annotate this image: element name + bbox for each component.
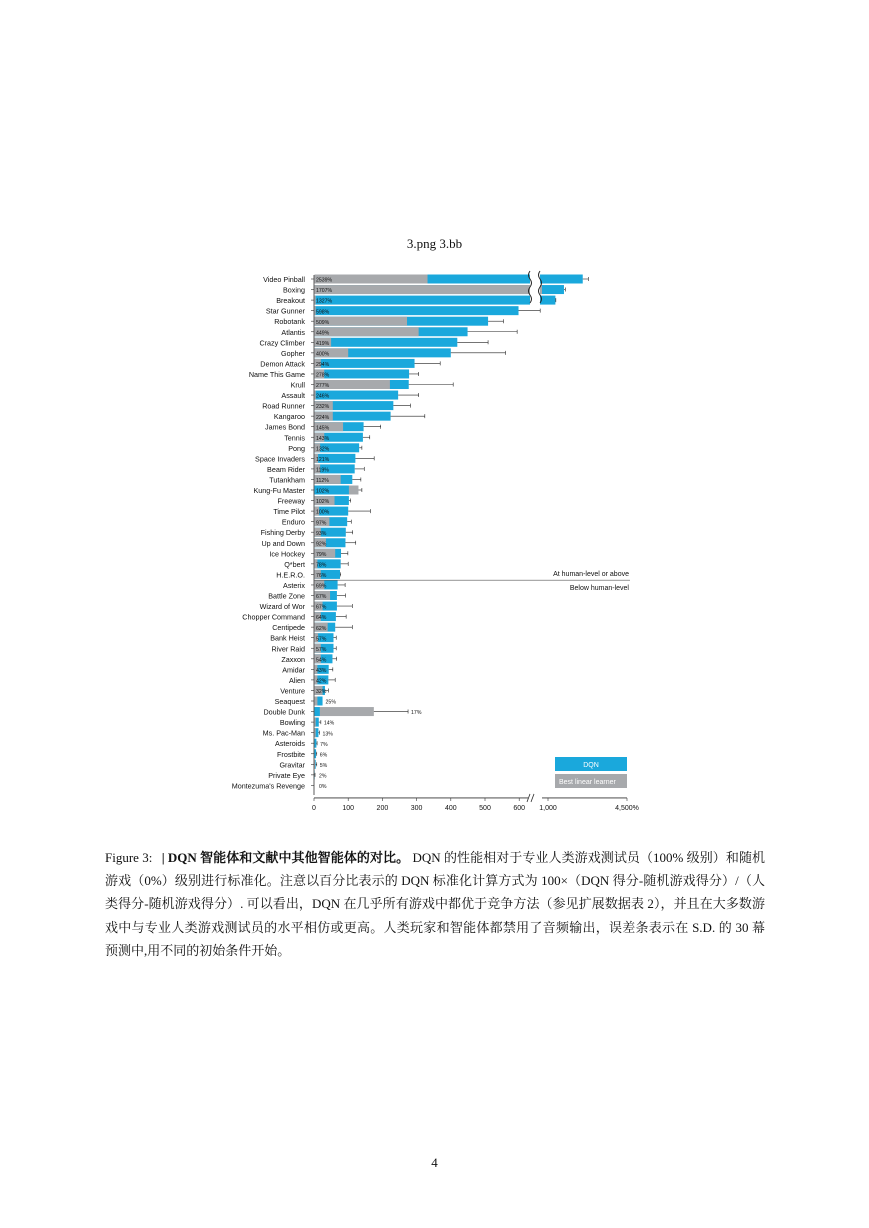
game-label: Breakout — [276, 296, 305, 306]
data-label: 449% — [316, 330, 330, 337]
game-label: Demon Attack — [260, 359, 305, 369]
x-tick-label: 200 — [376, 804, 389, 812]
data-label: 1707% — [316, 288, 333, 295]
data-label: 78% — [316, 562, 327, 569]
data-label: 25% — [325, 699, 336, 706]
game-label: Video Pinball — [263, 275, 305, 284]
data-label: 145% — [316, 425, 330, 432]
data-label: 42% — [316, 678, 327, 685]
dqn-bar — [315, 359, 415, 368]
dqn-bar — [315, 739, 317, 748]
data-label: 2% — [319, 773, 327, 780]
data-label: 419% — [316, 340, 330, 347]
linear-bar — [315, 707, 374, 716]
data-label: 43% — [316, 667, 327, 674]
dqn-bar — [315, 338, 458, 347]
caption-figure-label: Figure 3: — [105, 850, 153, 865]
game-label: Bank Heist — [270, 633, 305, 643]
data-label: 102% — [316, 499, 330, 506]
x-tick-label: 400 — [444, 804, 457, 812]
game-label: Name This Game — [248, 369, 305, 379]
divider-label-below: Below human-level — [569, 585, 629, 593]
data-label: 7% — [320, 741, 328, 748]
divider-label-above: At human-level or above — [553, 571, 629, 579]
data-label: 5% — [319, 762, 328, 769]
game-label: Q*bert — [284, 559, 305, 569]
data-label: 598% — [316, 309, 330, 316]
data-label: 17% — [411, 710, 422, 717]
game-label: Star Gunner — [265, 306, 305, 316]
game-label: Tennis — [284, 433, 305, 443]
game-label: Private Eye — [268, 770, 305, 780]
game-label: Wizard of Wor — [259, 602, 305, 612]
game-label: Bowling — [279, 718, 305, 728]
game-label: Time Pilot — [273, 507, 305, 517]
game-label: Beam Rider — [267, 464, 305, 474]
linear-bar — [315, 285, 543, 294]
game-label: Gravitar — [279, 760, 305, 770]
data-label: 62% — [316, 625, 327, 632]
game-label: Zaxxon — [281, 654, 305, 664]
data-label: 93% — [316, 530, 327, 537]
linear-bar — [315, 728, 316, 737]
dqn-bar — [315, 296, 556, 305]
x-tick-label: 500 — [479, 804, 491, 812]
game-label: Up and Down — [261, 538, 305, 548]
data-label: 224% — [316, 414, 330, 421]
game-label: Frostbite — [277, 749, 305, 759]
data-label: 64% — [316, 615, 327, 622]
data-label: 57% — [316, 636, 327, 643]
game-label: Pong — [288, 443, 305, 453]
data-label: 57% — [316, 646, 327, 653]
data-label: 69% — [316, 583, 327, 590]
figure-caption — [105, 846, 765, 962]
game-label: Gopher — [281, 348, 305, 358]
game-label: Road Runner — [262, 401, 305, 411]
linear-bar — [315, 760, 316, 769]
data-label: 92% — [316, 541, 327, 548]
x-tick-label: 600 — [513, 804, 526, 812]
data-label: 119% — [316, 467, 329, 474]
game-label: Alien — [289, 675, 305, 685]
legend-label-linear: Best linear learner — [559, 778, 616, 786]
game-label: Crazy Climber — [259, 338, 305, 348]
game-label: Ice Hockey — [269, 549, 305, 559]
data-label: 76% — [316, 573, 327, 579]
game-label: Atlantis — [281, 327, 305, 337]
game-label: Venture — [280, 686, 305, 696]
game-label: Fishing Derby — [260, 528, 305, 538]
figure-file-label: 3.png 3.bb — [406, 236, 463, 251]
data-label: 232% — [316, 404, 330, 411]
game-label: Centipede — [272, 623, 305, 633]
data-label: 97% — [316, 520, 327, 527]
game-label: Montezuma's Revenge — [231, 781, 305, 791]
game-label: River Raid — [271, 644, 305, 654]
data-label: 400% — [316, 351, 330, 358]
game-label: Battle Zone — [268, 591, 305, 601]
game-label: Seaquest — [274, 697, 305, 706]
game-label: Boxing — [283, 285, 305, 295]
data-label: 246% — [316, 393, 330, 400]
game-label: Robotank — [274, 317, 305, 327]
game-label: Asterix — [283, 580, 305, 590]
linear-bar — [315, 718, 316, 727]
game-label: Enduro — [281, 517, 305, 527]
data-label: 112% — [316, 478, 329, 485]
data-label: 67% — [316, 594, 327, 601]
game-label: James Bond — [265, 422, 305, 432]
data-label: 32% — [316, 689, 327, 696]
dqn-bar — [315, 749, 317, 758]
game-label: Freeway — [277, 496, 305, 506]
caption-title: | DQN 智能体和文献中其他智能体的对比。 — [161, 850, 410, 865]
game-label: Kung-Fu Master — [253, 486, 305, 495]
game-label: H.E.R.O. — [276, 570, 305, 580]
data-label: 79% — [316, 551, 327, 558]
linear-bar — [315, 697, 318, 706]
game-label: Assault — [281, 391, 305, 401]
data-label: 13% — [322, 731, 333, 738]
x-tick-label: 300 — [410, 804, 423, 812]
data-label: 509% — [316, 319, 330, 326]
data-label: 0% — [319, 784, 327, 790]
page-number: 4 — [431, 1155, 438, 1170]
game-label: Space Invaders — [255, 454, 305, 464]
x-tick-label: 4,500% — [615, 804, 639, 812]
x-tick-label: 100 — [342, 804, 355, 812]
data-label: 6% — [319, 752, 328, 759]
game-label: Asteroids — [275, 739, 305, 749]
x-tick-label: 0 — [312, 804, 316, 812]
linear-bar — [315, 327, 419, 336]
game-label: Chopper Command — [242, 612, 305, 622]
game-label: Krull — [290, 380, 305, 390]
legend-label-dqn: DQN — [583, 761, 599, 769]
data-label: 121% — [316, 456, 330, 463]
data-label: 100% — [316, 509, 330, 516]
game-label: Tutankham — [269, 475, 305, 485]
game-label: Amidar — [282, 665, 305, 675]
data-label: 102% — [316, 488, 330, 495]
x-tick-label: 1,000 — [539, 804, 557, 812]
data-label: 294% — [316, 362, 330, 368]
data-label: 67% — [316, 604, 327, 611]
data-label: 132% — [316, 446, 330, 453]
caption-body: DQN 的性能相对于专业人类游戏测试员（100% 级别）和随机游戏（0%）级别进行标准化。注意以百分比表示的 DQN 标准化计算方式为 100×（DQN 得分-随机游戏得分）/（人类得分-随机游戏得分）. 可以看出，DQN 在几乎所有游戏中都优于竞争方法（参见扩展数据表 2），并且在大多数游戏中与专业人类游戏测试员的水平相仿或更高。人类玩家和智能体都禁用了音频输出，误差条表示在 S.D. 的 30 幕预测中,用不同的初始条件开始。 — [105, 850, 766, 958]
game-label: Double Dunk — [263, 707, 305, 717]
data-label: 1327% — [316, 298, 333, 305]
data-label: 2539% — [316, 277, 333, 284]
data-label: 277% — [316, 383, 330, 390]
game-label: Ms. Pac-Man — [262, 728, 305, 738]
x-axis-break — [527, 794, 534, 802]
dqn-bar — [315, 707, 320, 716]
data-label: 54% — [316, 657, 327, 664]
game-label: Kangaroo — [273, 412, 305, 422]
data-label: 278% — [316, 372, 330, 379]
dqn-bar — [315, 306, 519, 315]
data-label: 143% — [316, 435, 330, 442]
data-label: 14% — [323, 720, 335, 727]
